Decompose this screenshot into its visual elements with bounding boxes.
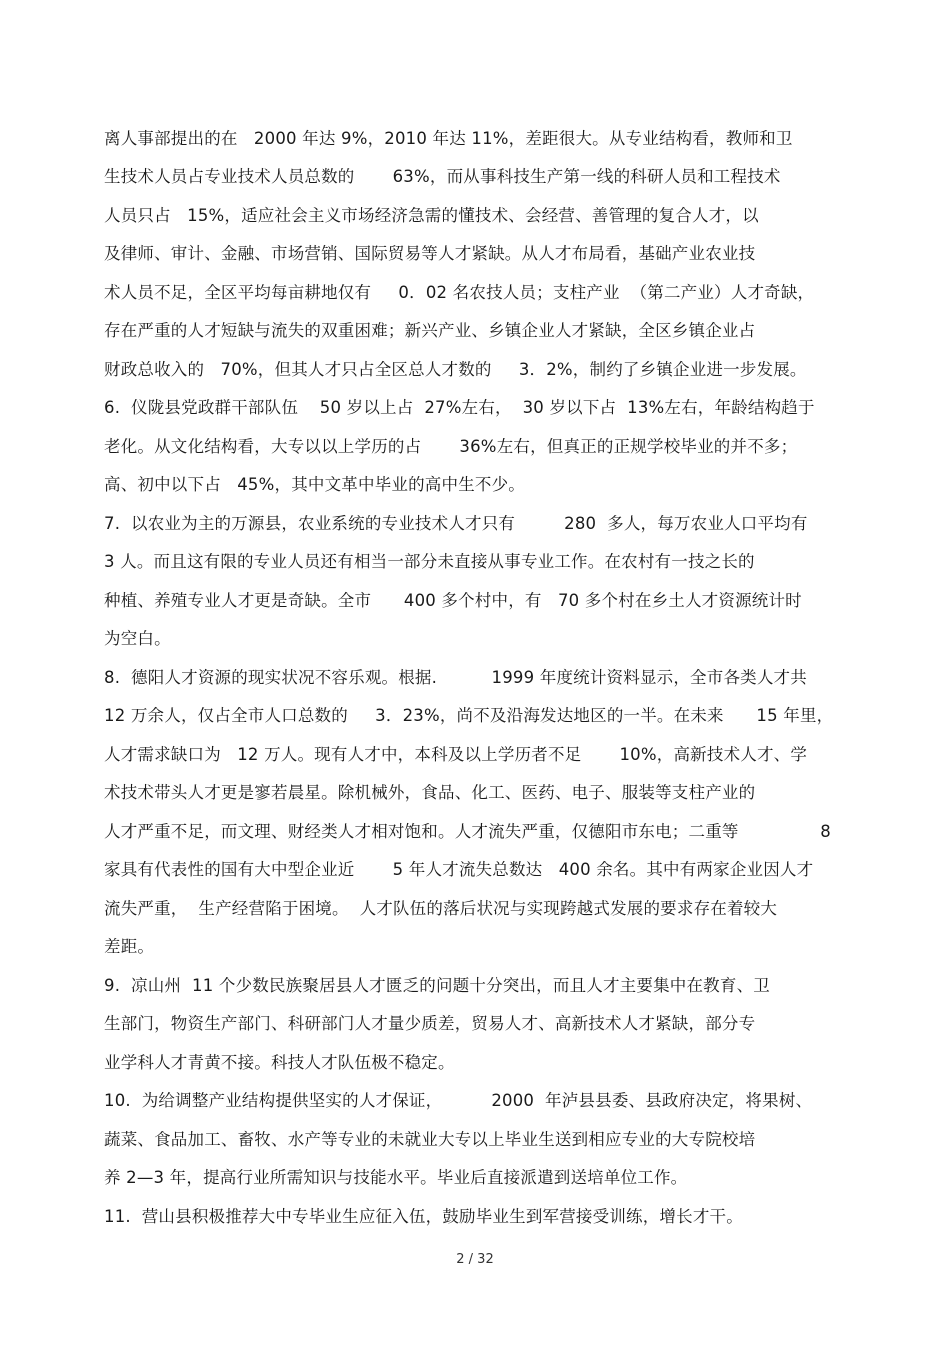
text-line: 老化。从文化结构看，大专以以上学历的占 36%左右，但真正的正规学校毕业的并不多；	[104, 437, 798, 456]
text-line: 家具有代表性的国有大中型企业近 5 年人才流失总数达 400 余名。其中有两家企业因人才	[104, 860, 814, 879]
text-line: 高、初中以下占 45%，其中文革中毕业的高中生不少。	[104, 475, 526, 494]
page-number: 2 / 32	[456, 1252, 494, 1267]
text-line: 生部门，物资生产部门、科研部门人才量少质差，贸易人才、高新技术人才紧缺，部分专	[104, 1014, 756, 1033]
text-line: 人才严重不足，而文理、财经类人才相对饱和。人才流失严重，仅德阳市东电；二重等 8	[104, 822, 831, 841]
text-line: 术人员不足，全区平均每亩耕地仅有 0．02 名农技人员；支柱产业 （第二产业）人才奇缺，	[104, 283, 815, 302]
text-line: 6. 仪陇县党政群干部队伍 50 岁以上占 27%左右， 30 岁以下占 13%左右，年龄结构趋于	[104, 398, 815, 417]
text-line: 业学科人才青黄不接。科技人才队伍极不稳定。	[104, 1053, 455, 1072]
text-line: 7. 以农业为主的万源县，农业系统的专业技术人才只有 280 多人，每万农业人口平均有	[104, 514, 808, 533]
text-line: 9. 凉山州 11 个少数民族聚居县人才匮乏的问题十分突出，而且人才主要集中在教育、卫	[104, 976, 770, 995]
text-line: 蔬菜、食品加工、畜牧、水产等专业的未就业大专以上毕业生送到相应专业的大专院校培	[104, 1130, 756, 1149]
text-line: 差距。	[104, 937, 155, 956]
text-line: 10. 为给调整产业结构提供坚实的人才保证， 2000 年泸县县委、县政府决定，将果树、	[104, 1091, 813, 1110]
text-line: 人才需求缺口为 12 万人。现有人才中，本科及以上学历者不足 10%，高新技术人才、学	[104, 745, 808, 764]
text-line: 12 万余人，仅占全市人口总数的 3．23%，尚不及沿海发达地区的一半。在未来 15 年里，	[104, 706, 834, 725]
text-line: 人员只占 15%，适应社会主义市场经济急需的懂技术、会经营、善管理的复合人才，以	[104, 206, 759, 225]
text-line: 3 人。而且这有限的专业人员还有相当一部分未直接从事专业工作。在农村有一技之长的	[104, 552, 755, 571]
text-line: 存在严重的人才短缺与流失的双重困难；新兴产业、乡镇企业人才紧缺，全区乡镇企业占	[104, 321, 756, 340]
text-line: 养 2—3 年，提高行业所需知识与技能水平。毕业后直接派遣到送培单位工作。	[104, 1168, 688, 1187]
text-line: 11. 营山县积极推荐大中专毕业生应征入伍，鼓励毕业生到军营接受训练，增长才干。	[104, 1207, 743, 1226]
text-line: 流失严重， 生产经营陷于困境。 人才队伍的落后状况与实现跨越式发展的要求存在着较大	[104, 899, 778, 918]
text-line: 8. 德阳人才资源的现实状况不容乐观。根据. 1999 年度统计资料显示，全市各类人才共	[104, 668, 807, 687]
text-line: 及律师、审计、金融、市场营销、国际贸易等人才紧缺。从人才布局看，基础产业农业技	[104, 244, 756, 263]
text-line: 种植、养殖专业人才更是奇缺。全市 400 多个村中，有 70 多个村在乡土人才资源统计时	[104, 591, 802, 610]
text-line: 离人事部提出的在 2000 年达 9%，2010 年达 11%，差距很大。从专业结构看，教师和卫	[104, 129, 793, 148]
text-line: 为空白。	[104, 629, 171, 648]
text-line: 生技术人员占专业技术人员总数的 63%，而从事科技生产第一线的科研人员和工程技术	[104, 167, 781, 186]
text-line: 术技术带头人才更是寥若晨星。除机械外，食品、化工、医药、电子、服装等支柱产业的	[104, 783, 756, 802]
text-line: 财政总收入的 70%，但其人才只占全区总人才数的 3．2%，制约了乡镇企业进一步发展。	[104, 360, 807, 379]
